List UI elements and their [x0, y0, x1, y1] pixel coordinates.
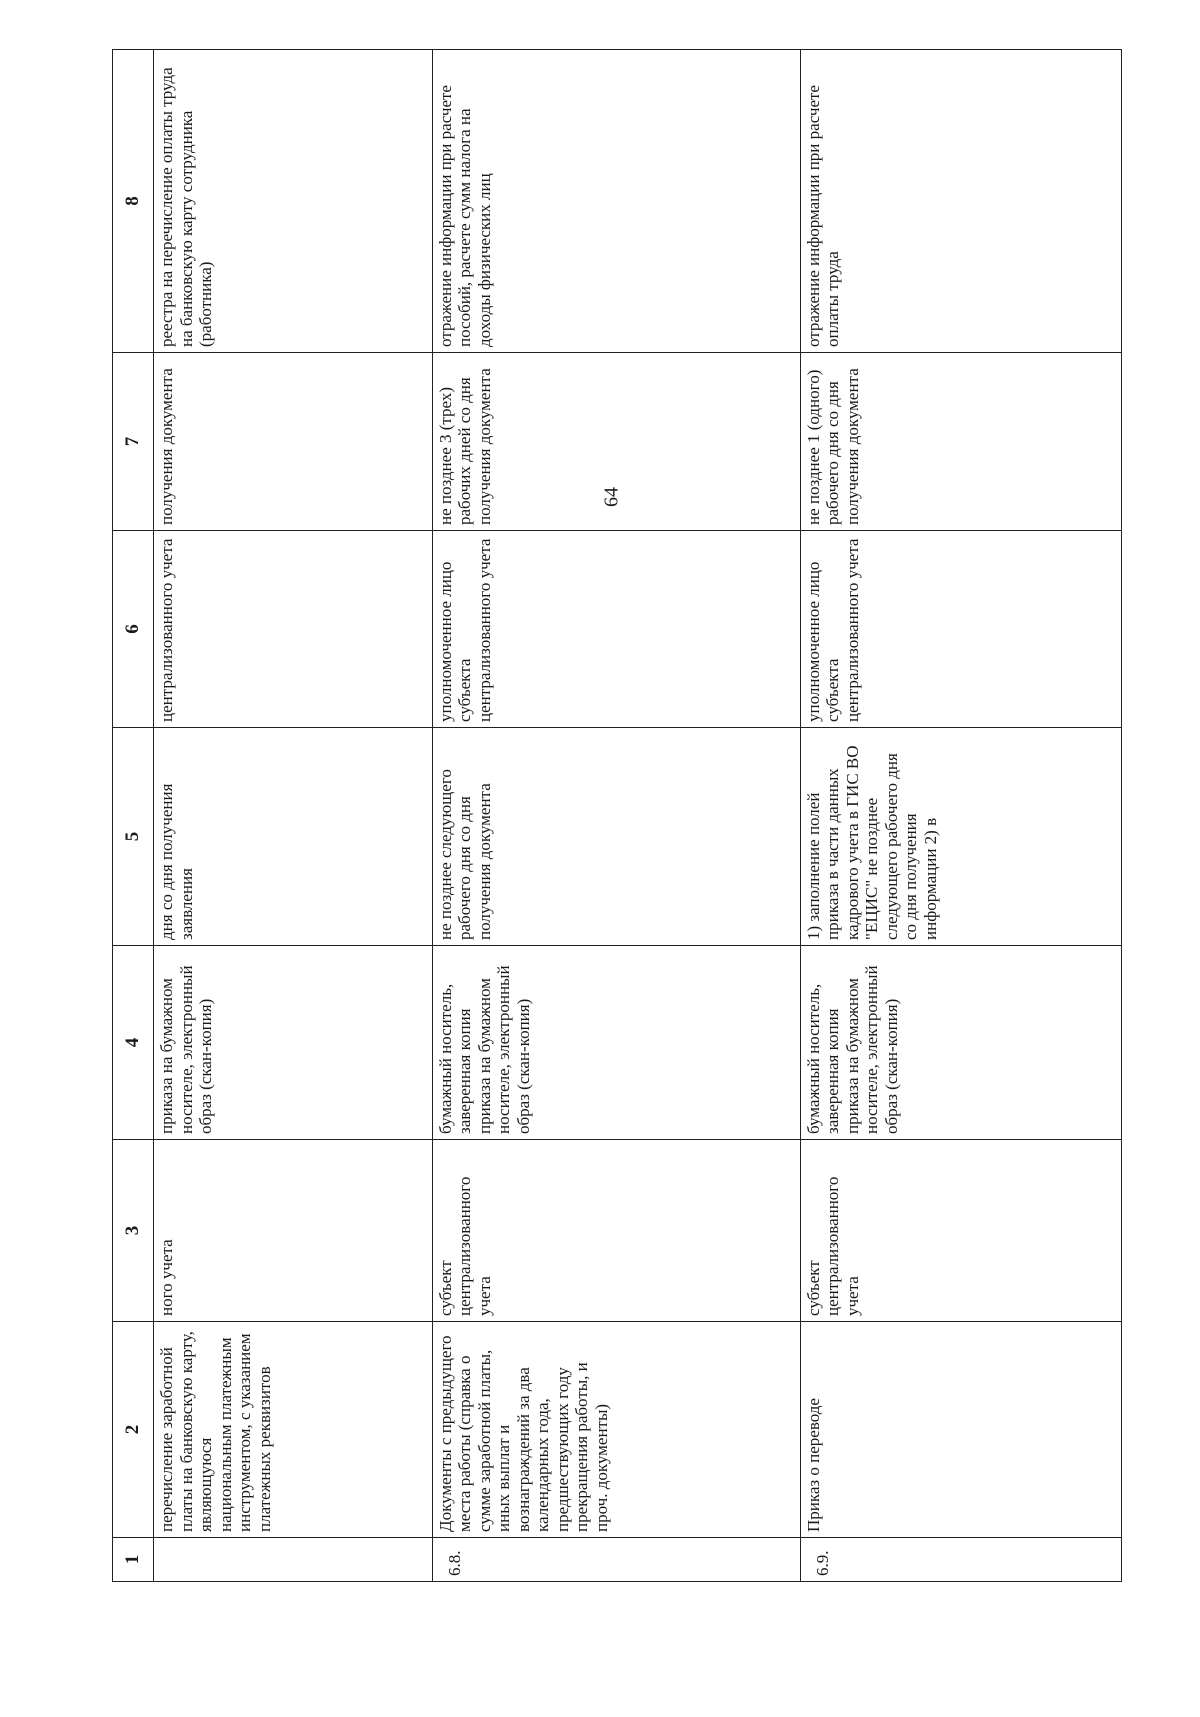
recipient: уполномоченное лицо субъекта централизованного учета	[800, 531, 1121, 728]
table-row	[432, 50, 800, 1582]
rotated-table-wrapper	[112, 50, 1122, 1582]
header-cell-1: 1	[113, 1538, 154, 1582]
header-cell-2: 2	[113, 1322, 154, 1538]
purpose: реестра на перечисление оплаты труда на банковскую карту сотрудника (работника)	[154, 50, 433, 353]
header-cell-7: 7	[113, 353, 154, 531]
document-name: перечисление заработной платы на банковскую карту, являющуюся национальным платежным инструментом, с указанием платежных реквизитов	[154, 1322, 433, 1538]
document-name: Приказ о переводе	[800, 1322, 1121, 1538]
purpose: отражение информации при расчете пособий, расчете сумм налога на доходы физических лиц	[432, 50, 800, 353]
table-row	[154, 50, 433, 1582]
processing-deadline: не позднее 3 (трех) рабочих дней со дня получения документа	[432, 353, 800, 531]
row-number: 6.9.	[800, 1538, 1121, 1582]
submission-deadline: дня со дня получения заявления	[154, 728, 433, 946]
responsible-party: ного учета	[154, 1140, 433, 1322]
document-table	[112, 49, 1122, 1582]
row-number	[154, 1538, 433, 1582]
header-row	[113, 50, 154, 1582]
recipient: уполномоченное лицо субъекта централизованного учета	[432, 531, 800, 728]
submission-deadline: не позднее следующего рабочего дня со дня получения документа	[432, 728, 800, 946]
header-cell-5: 5	[113, 728, 154, 946]
header-cell-8: 8	[113, 50, 154, 353]
table-row	[800, 50, 1121, 1582]
header-cell-3: 3	[113, 1140, 154, 1322]
document-form: бумажный носитель, заверенная копия приказа на бумажном носителе, электронный образ (скан-копия)	[800, 946, 1121, 1140]
page-number: 64	[600, 487, 623, 507]
document-form: приказа на бумажном носителе, электронный образ (скан-копия)	[154, 946, 433, 1140]
responsible-party: субъект централизованного учета	[800, 1140, 1121, 1322]
header-cell-4: 4	[113, 946, 154, 1140]
submission-deadline: 1) заполнение полей приказа в части данных кадрового учета в ГИС ВО "ЕЦИС" не позднее следующего рабочего дня со дня получения информации 2) в	[800, 728, 1121, 946]
document-form: бумажный носитель, заверенная копия приказа на бумажном носителе, электронный образ (скан-копия)	[432, 946, 800, 1140]
processing-deadline: не позднее 1 (одного) рабочего дня со дня получения документа	[800, 353, 1121, 531]
responsible-party: субъект централизованного учета	[432, 1140, 800, 1322]
row-number: 6.8.	[432, 1538, 800, 1582]
recipient: централизованного учета	[154, 531, 433, 728]
document-name: Документы с предыдущего места работы (справка о сумме заработной платы, иных выплат и вознаграждений за два календарных года, предшествующих году прекращения работы, и проч. документы)	[432, 1322, 800, 1538]
purpose: отражение информации при расчете оплаты труда	[800, 50, 1121, 353]
processing-deadline: получения документа	[154, 353, 433, 531]
header-cell-6: 6	[113, 531, 154, 728]
